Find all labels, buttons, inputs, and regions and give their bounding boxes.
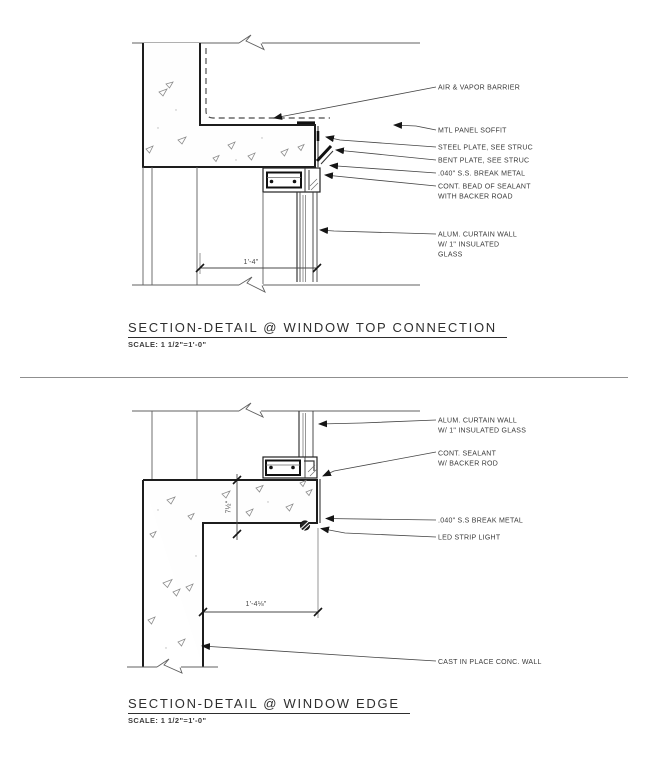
concrete-section	[143, 43, 315, 167]
glass-lines	[303, 195, 306, 282]
frame-head-box	[263, 168, 320, 192]
detail1-scale: SCALE: 1 1/2"=1'-0"	[128, 340, 207, 349]
detail1-title: SECTION-DETAIL @ WINDOW TOP CONNECTION	[128, 320, 507, 338]
detail2-title: SECTION-DETAIL @ WINDOW EDGE	[128, 696, 410, 714]
dimension-text: 7½"	[225, 500, 233, 514]
callout-bent-plate: BENT PLATE, SEE STRUC	[438, 157, 530, 165]
detail-window-top-connection-drawing	[0, 0, 650, 318]
detail-window-edge-drawing	[0, 370, 650, 694]
callout-break-metal: .040" S.S. BREAK METAL	[438, 170, 526, 178]
callout-sealant-line1: CONT. BEAD OF SEALANT	[438, 183, 531, 191]
callout-curtain-wall-line2: W/ 1" INSULATED	[438, 241, 500, 249]
callout-led-strip: LED STRIP LIGHT	[438, 534, 501, 542]
glass-lines	[303, 413, 306, 457]
curtain-wall-mullion	[299, 411, 313, 457]
callout-curtain-wall-line1: ALUM. CURTAIN WALL	[438, 231, 518, 239]
callout-break-metal: .040" S.S BREAK METAL	[438, 517, 524, 525]
break-line-top	[132, 403, 420, 417]
bent-plate-shape	[317, 146, 331, 161]
callout-air-vapor-barrier: AIR & VAPOR BARRIER	[438, 84, 521, 92]
led-strip-light	[300, 521, 310, 531]
leader-curtain-wall	[319, 420, 436, 424]
vapor-barrier-dashed-line	[206, 48, 330, 118]
callout-sealant-line1: CONT. SEALANT	[438, 450, 497, 458]
callout-conc-wall: CAST IN PLACE CONC. WALL	[438, 659, 542, 666]
projection-lines	[143, 167, 197, 285]
callout-labels	[438, 418, 542, 667]
leader-conc-wall	[202, 646, 436, 661]
dimension-text: 1'-4"	[243, 259, 259, 266]
anchor-dot	[269, 466, 273, 470]
callout-labels	[438, 85, 533, 259]
callout-sealant-line2: W/ BACKER ROD	[438, 460, 499, 468]
leader-break-metal	[330, 166, 436, 174]
callout-curtain-wall-line3: GLASS	[438, 251, 463, 259]
anchor-dot	[291, 466, 295, 470]
frame-sill-box	[263, 457, 317, 478]
detail1-titleblock	[128, 319, 507, 349]
curtain-wall-mullion	[263, 192, 317, 284]
leader-break-metal	[326, 519, 436, 521]
callout-steel-plate: STEEL PLATE, SEE STRUC	[438, 144, 533, 152]
leader-sealant	[325, 175, 436, 186]
leader-air-vapor-barrier	[274, 87, 436, 118]
dimension-window-depth	[196, 253, 321, 274]
dimension-ledge-width	[199, 528, 322, 618]
break-line-bottom	[132, 277, 420, 292]
projection-lines	[152, 411, 197, 480]
leader-led-strip	[321, 529, 436, 538]
leader-lines	[202, 420, 436, 661]
leader-sealant	[323, 452, 436, 476]
detail2-scale: SCALE: 1 1/2"=1'-0"	[128, 716, 207, 725]
callout-mtl-panel-soffit: MTL PANEL SOFFIT	[438, 127, 507, 135]
anchor-dot	[270, 180, 274, 184]
leader-mtl-panel-soffit	[394, 125, 436, 130]
break-line-bottom	[127, 659, 218, 673]
detail2-titleblock	[128, 695, 410, 725]
callout-curtain-wall-line2: W/ 1" INSULATED GLASS	[438, 427, 527, 435]
leader-curtain-wall	[320, 230, 436, 234]
dimension-text: 1'-4⅛"	[245, 601, 267, 608]
anchor-dot	[293, 180, 297, 184]
callout-sealant-line2: WITH BACKER ROAD	[438, 193, 513, 201]
leader-bent-plate	[336, 150, 436, 160]
callout-curtain-wall-line1: ALUM. CURTAIN WALL	[438, 417, 518, 425]
leader-steel-plate	[326, 137, 436, 147]
